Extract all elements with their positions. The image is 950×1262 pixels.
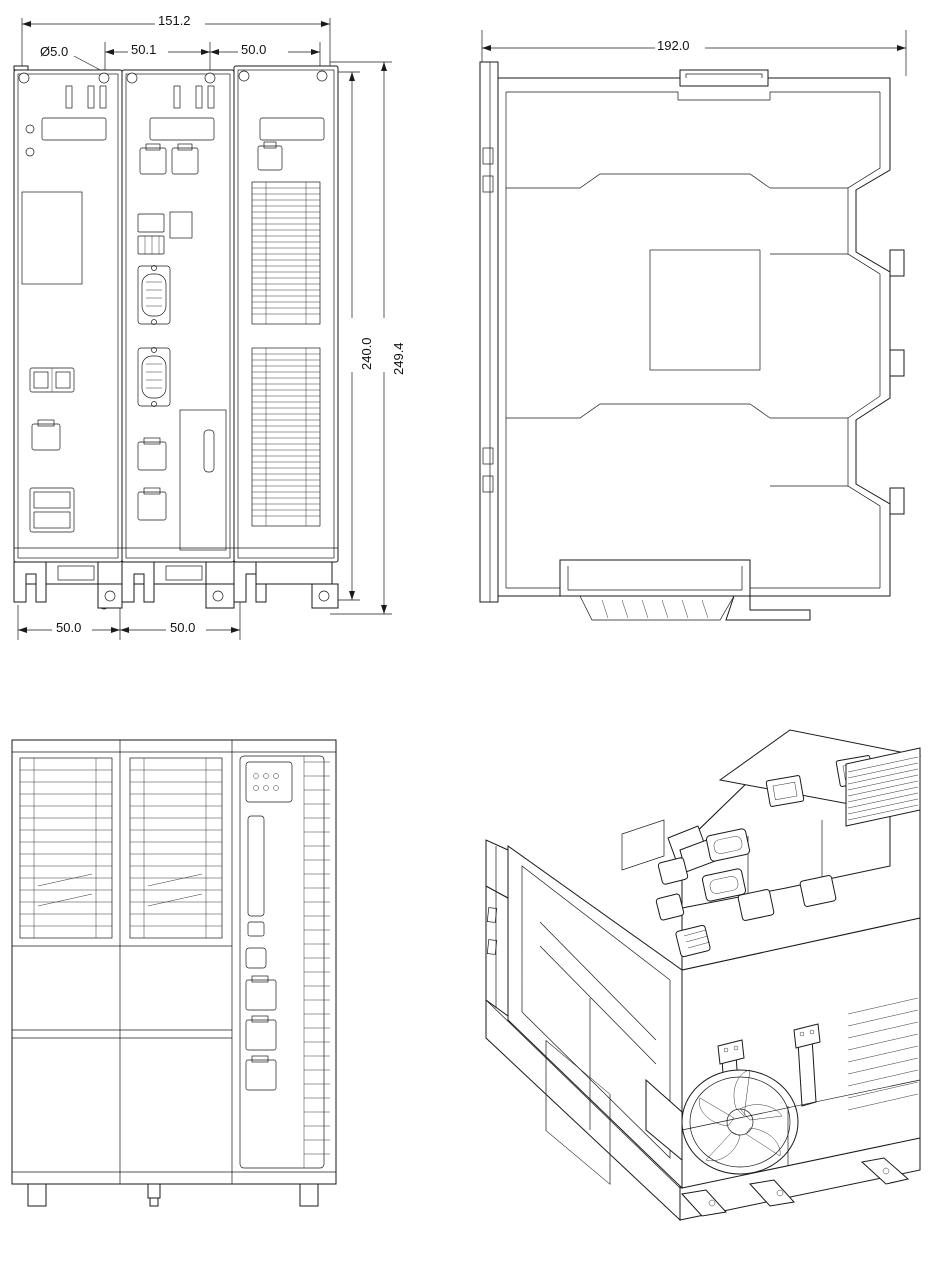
iso-display-window [622, 820, 664, 870]
isometric-view [450, 660, 950, 1260]
dim-label-hole-spacing-2: 50.0 [241, 42, 267, 57]
iso-mounting-flange [486, 840, 508, 1016]
dim-label-hole-diameter: Ø5.0 [40, 44, 69, 59]
dim-label-side-depth: 192.0 [657, 38, 690, 53]
front-view [0, 0, 430, 650]
iso-fan [682, 1070, 798, 1174]
side-mounting-rail [480, 62, 498, 602]
dim-label-module-pitch-1: 50.0 [56, 620, 82, 635]
front-module-right [234, 66, 338, 608]
side-right-tabs [890, 250, 904, 514]
front-module-left [14, 66, 122, 609]
dim-label-overall-width: 151.2 [158, 13, 191, 28]
front-module-middle [122, 70, 234, 608]
rear-view [0, 700, 420, 1240]
side-body [498, 70, 890, 620]
dim-label-inner-height: 240.0 [359, 337, 374, 370]
rear-feet [28, 1184, 318, 1206]
dim-label-module-pitch-2: 50.0 [170, 620, 196, 635]
dim-label-overall-height: 249.4 [391, 342, 406, 375]
dim-label-hole-spacing-1: 50.1 [131, 42, 157, 57]
side-view [450, 0, 950, 650]
